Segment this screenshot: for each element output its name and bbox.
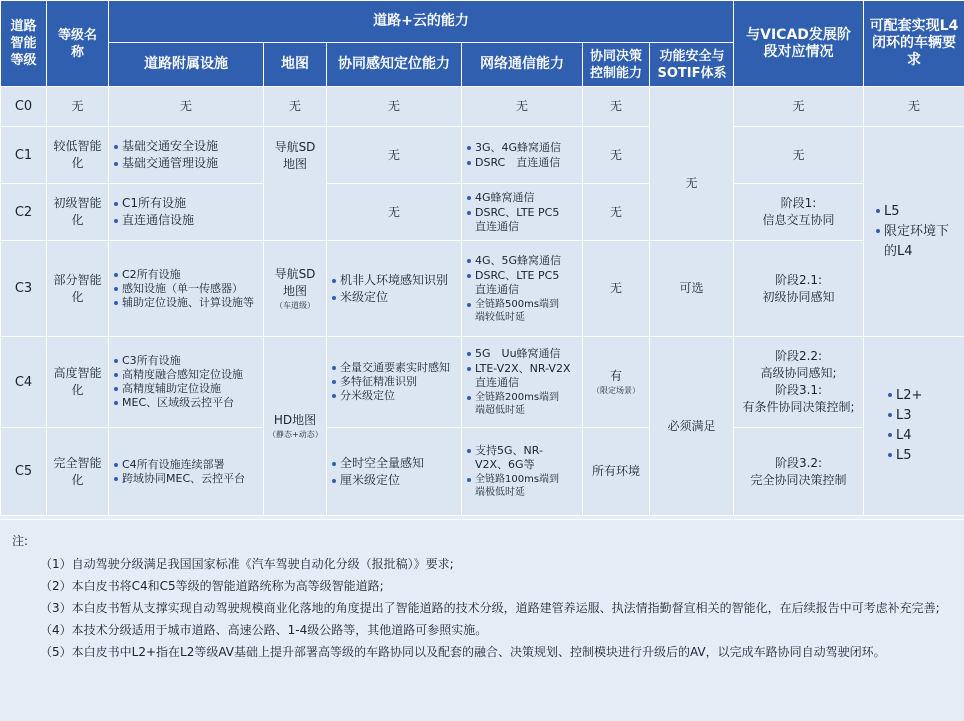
l4-item: L3 [887, 406, 941, 426]
l4-item: L2+ [887, 386, 941, 406]
map-note-c3: （车道级） [268, 300, 322, 311]
name-c3: 部分智能化 [47, 241, 109, 337]
header-level: 道路智能等级 [1, 1, 47, 87]
perception-item: 分米级定位 [331, 389, 457, 403]
network-item: 3G、4G蜂窝通信 [466, 141, 578, 155]
network-c0: 无 [462, 87, 583, 127]
row-c0 [1, 87, 964, 127]
facility-item: MEC、区域级云控平台 [113, 396, 259, 410]
header-network: 网络通信能力 [462, 43, 583, 87]
header-l4: 可配套实现L4闭环的车辆要求 [864, 1, 964, 87]
decision-c0: 无 [583, 87, 650, 127]
network-item: 全链路200ms端到端超低时延 [466, 391, 567, 417]
network-c1 [462, 127, 583, 184]
notes-list [40, 553, 950, 663]
perception-c0: 无 [327, 87, 462, 127]
network-item: 5G Uu蜂窝通信 [466, 347, 578, 361]
perception-c2: 无 [327, 184, 462, 241]
vicad-c1: 无 [734, 127, 864, 184]
safety-c3: 可选 [650, 241, 734, 337]
facility-item: 感知设施（单一传感器） [113, 282, 259, 296]
vicad-c0: 无 [734, 87, 864, 127]
perception-item: 米级定位 [331, 289, 457, 306]
row-c5 [1, 428, 964, 516]
network-item: 全链路500ms端到端较低时延 [466, 298, 567, 324]
row-c4 [1, 337, 964, 428]
perception-item: 机非人环境感知识别 [331, 272, 457, 289]
network-item: 4G蜂窝通信 [466, 191, 578, 205]
level-c5: C5 [1, 428, 47, 516]
decision-c4: 有 （限定场景） [583, 337, 650, 428]
decision-c5: 所有环境 [583, 428, 650, 516]
perception-c3 [327, 241, 462, 337]
name-c2: 初级智能化 [47, 184, 109, 241]
header-capability-group: 道路+云的能力 [109, 1, 734, 43]
network-c3 [462, 241, 583, 337]
header-map: 地图 [264, 43, 327, 87]
facility-item: 基础交通管理设施 [113, 155, 259, 172]
level-c2: C2 [1, 184, 47, 241]
name-c5: 完全智能化 [47, 428, 109, 516]
l4-c4-c5 [864, 337, 964, 516]
network-item: DSRC、LTE PC5 直连通信 [466, 269, 578, 297]
header-vicad: 与VICAD发展阶段对应情况 [734, 1, 864, 87]
facility-item: C1所有设施 [113, 195, 259, 212]
map-c4-c5: HD地图 （静态+动态） [264, 337, 327, 516]
decision-note-c4: （限定场景） [587, 385, 645, 396]
note-item: （5）本白皮书中L2+指在L2等级AV基础上提升部署高等级的车路协同以及配套的融合、决策规划、控制模块进行升级后的AV，以完成车路协同自动驾驶闭环。 [40, 641, 950, 663]
row-c3 [1, 241, 964, 337]
l4-item: L4 [887, 426, 941, 446]
facility-item: 直连通信设施 [113, 212, 259, 229]
note-item: （1）自动驾驶分级满足我国国家标准《汽车驾驶自动化分级（报批稿）》要求; [40, 553, 950, 575]
network-item: 支持5G、NR-V2X、6G等 [466, 444, 575, 472]
network-c5 [462, 428, 583, 516]
header-decision: 协同决策控制能力 [583, 43, 650, 87]
map-note-c4: （静态+动态） [268, 429, 322, 440]
decision-c1: 无 [583, 127, 650, 184]
facility-item: C3所有设施 [113, 354, 259, 368]
perception-c5 [327, 428, 462, 516]
facility-item: 高精度融合感知定位设施 [113, 368, 259, 382]
facility-item: C2所有设施 [113, 268, 259, 282]
facility-item: 高精度辅助定位设施 [113, 382, 259, 396]
facility-item: 基础交通安全设施 [113, 138, 259, 155]
network-c4 [462, 337, 583, 428]
vicad-c4: 阶段2.2: 高级协同感知; 阶段3.1: 有条件协同决策控制; [734, 337, 864, 428]
header-safety: 功能安全与SOTIF体系 [650, 43, 734, 87]
facility-item: 辅助定位设施、计算设施等 [113, 296, 259, 310]
perception-c1: 无 [327, 127, 462, 184]
name-c4: 高度智能化 [47, 337, 109, 428]
map-c1-c2: 导航SD地图 [264, 127, 327, 241]
level-c0: C0 [1, 87, 47, 127]
l4-item: 限定环境下的L4 [875, 222, 953, 262]
l4-c1-c3 [864, 127, 964, 337]
facilities-c2 [109, 184, 264, 241]
name-c1: 较低智能化 [47, 127, 109, 184]
header-perception: 协同感知定位能力 [327, 43, 462, 87]
notes-title: 注: [12, 530, 28, 552]
l4-item: L5 [887, 446, 941, 466]
note-item: （2）本白皮书将C4和C5等级的智能道路统称为高等级智能道路; [40, 575, 950, 597]
facilities-c4 [109, 337, 264, 428]
vicad-c2: 阶段1: 信息交互协同 [734, 184, 864, 241]
level-c3: C3 [1, 241, 47, 337]
decision-c2: 无 [583, 184, 650, 241]
facility-item: C4所有设施连续部署 [113, 458, 259, 472]
map-c3: 导航SD地图 （车道级） [264, 241, 327, 337]
network-c2 [462, 184, 583, 241]
row-c1 [1, 127, 964, 184]
facility-item: 跨域协同MEC、云控平台 [113, 472, 259, 486]
safety-c1-c2: 无 [650, 87, 734, 241]
perception-item: 全时空全量感知 [331, 455, 457, 472]
perception-item: 全量交通要素实时感知 [331, 361, 457, 375]
decision-c3: 无 [583, 241, 650, 337]
vicad-c3: 阶段2.1: 初级协同感知 [734, 241, 864, 337]
notes-section [0, 519, 964, 721]
name-c0: 无 [47, 87, 109, 127]
row-c2 [1, 184, 964, 241]
network-item: DSRC、LTE PC5 直连通信 [466, 206, 578, 234]
perception-item: 厘米级定位 [331, 472, 457, 489]
map-c0: 无 [264, 87, 327, 127]
header-name: 等级名称 [47, 1, 109, 87]
perception-c4 [327, 337, 462, 428]
facilities-c3 [109, 241, 264, 337]
facilities-c0: 无 [109, 87, 264, 127]
safety-c4-c5: 必须满足 [650, 337, 734, 516]
header-facilities: 道路附属设施 [109, 43, 264, 87]
l4-c0: 无 [864, 87, 964, 127]
facilities-c5 [109, 428, 264, 516]
network-item: DSRC 直连通信 [466, 156, 578, 170]
note-item: （4）本技术分级适用于城市道路、高速公路、1-4级公路等，其他道路可参照实施。 [40, 619, 950, 641]
note-item: （3）本白皮书暂从支撑实现自动驾驶规模商业化落地的角度提出了智能道路的技术分级，道路建管养运服、执法情指勤督宣相关的智能化，在后续报告中可考虑补充完善; [40, 597, 950, 619]
vicad-c5: 阶段3.2: 完全协同决策控制 [734, 428, 864, 516]
network-item: 全链路100ms端到端极低时延 [466, 473, 567, 499]
level-c1: C1 [1, 127, 47, 184]
perception-item: 多特征精准识别 [331, 375, 457, 389]
l4-item: L5 [875, 202, 953, 222]
level-c4: C4 [1, 337, 47, 428]
network-item: 4G、5G蜂窝通信 [466, 254, 578, 268]
facilities-c1 [109, 127, 264, 184]
network-item: LTE-V2X、NR-V2X 直连通信 [466, 362, 578, 390]
